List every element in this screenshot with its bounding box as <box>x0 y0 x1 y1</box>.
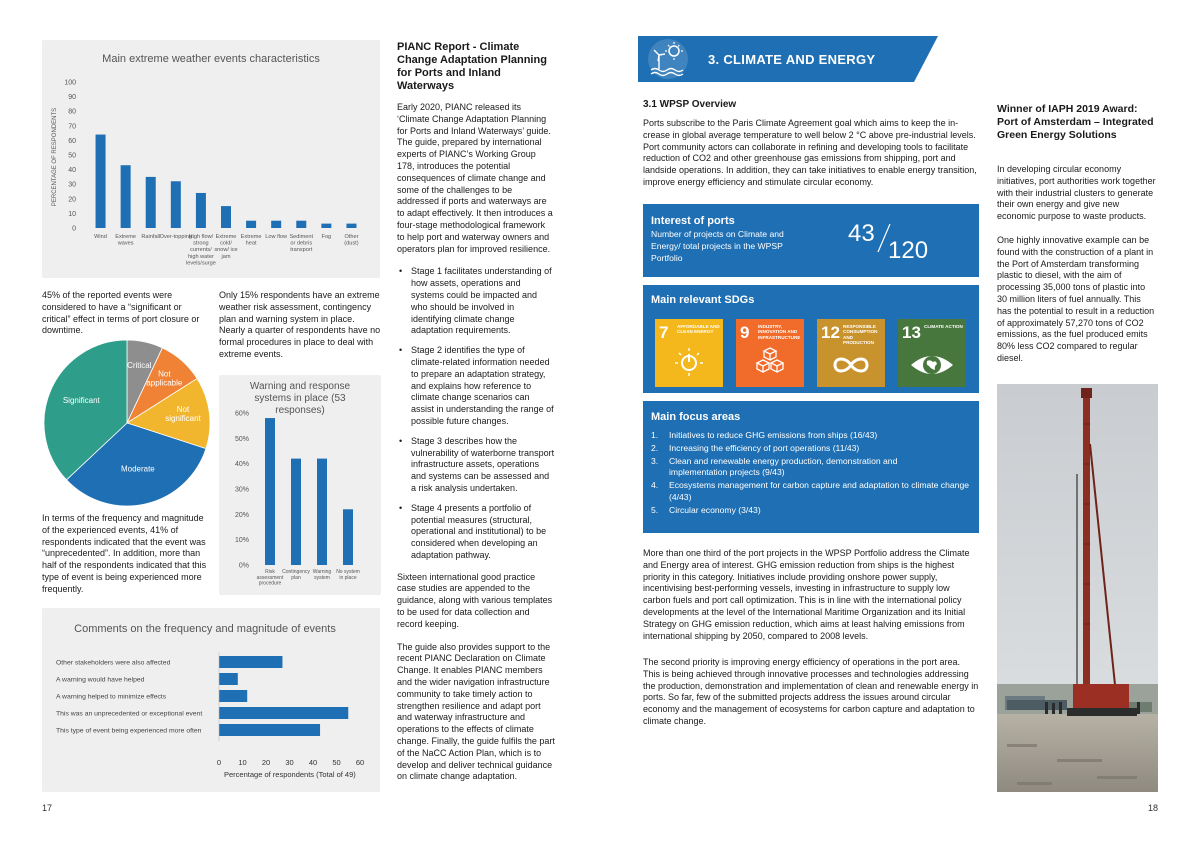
x-tick-label: 50 <box>332 758 341 767</box>
bar <box>219 656 282 668</box>
y-tick-label: A warning helped to minimize effects <box>56 693 167 701</box>
x-tick-label: Extreme waves <box>115 234 137 247</box>
y-tick-label: This was an unprecedented or exceptional event <box>56 710 203 718</box>
bar <box>219 724 320 736</box>
x-tick-label: Rainfall <box>141 234 161 240</box>
bar <box>221 206 231 228</box>
sdg-label: AFFORDABLE AND CLEAN ENERGY <box>677 324 720 335</box>
bar <box>291 459 301 565</box>
page-number-left: 17 <box>42 803 53 813</box>
y-tick-label: 0% <box>238 562 249 570</box>
warning-systems-chart <box>219 375 381 595</box>
item-text: Circular economy (3/43) <box>669 504 761 515</box>
list-item <box>651 480 969 504</box>
list-item <box>651 505 969 517</box>
pianc-title: PIANC Report - Climate Change Adaptation Planning for Ports and Inland Waterways <box>397 41 547 92</box>
y-tick-label: 10 <box>68 210 76 218</box>
y-tick-label: 50% <box>234 435 249 443</box>
bar <box>146 177 156 228</box>
pianc-intro: Early 2020, PIANC released its ‘Climate Change Adaptation Planning for Ports and Inland Waterways’ guide. The guide, prepared by international experts of PIANC’s Working Group 178, introduces the potential consequences of climate change and some of the challenges to be addressed if ports and waterways are to adapt effectively. It then introduces a four-stage methodological framework to help port and waterway owners and operators plan for improved resilience. <box>397 102 553 254</box>
y-tick-label: 90 <box>68 94 76 102</box>
y-tick-label: 20% <box>234 511 249 519</box>
x-tick-label: Warning system <box>312 569 332 581</box>
bar <box>343 509 353 565</box>
y-tick-label: 100 <box>64 79 76 87</box>
frequency-summary-text: In terms of the frequency and magnitude of the experienced events, 41% of respondents indicated that the event was “unprecedented”. In addition, more than half of the respondents indicated that this type of event is being experienced more frequently. <box>42 513 207 594</box>
page-number-right: 18 <box>1148 803 1159 813</box>
interest-panel <box>643 204 979 277</box>
item-text: Ecosystems management for carbon capture and adaptation to climate change (4/43) <box>669 480 970 502</box>
sdg-label: INDUSTRY, INNOVATION AND INFRASTRUCTURE <box>758 324 801 340</box>
chart-plot <box>42 40 380 278</box>
pianc-column <box>397 41 555 794</box>
power-sun-icon <box>674 347 704 377</box>
sdg-label: CLIMATE ACTION <box>924 324 963 329</box>
comments-chart <box>42 608 380 792</box>
x-tick-label: Sediment or debris transport <box>289 234 314 254</box>
interest-denominator: 120 <box>888 237 929 264</box>
interest-desc: Number of projects on Climate and Energy/ total projects in the WPSP Portfolio <box>651 229 784 263</box>
bar <box>296 221 306 228</box>
y-tick-label: 70 <box>68 123 76 131</box>
climate-para-1: More than one third of the port projects in the WPSP Portfolio address the Climate and Energy area of interest. GHG emission reduction from ships is the highest priority in this category. Initiatives include providing onshore power supply, incentivising best-performing vessels, investing in infrastructure to supply low carbon fuels and port call optimization. This is in line with the international policy developments at the level of the International Maritime Organization and its Initial Strategy on GHG emission reduction, which aims at least halving emissions from international shipping by 2050, compared to 2008 levels. <box>643 548 970 641</box>
bar <box>171 181 181 228</box>
item-text: Increasing the efficiency of port operations (11/43) <box>669 442 860 453</box>
chart-plot <box>219 375 381 595</box>
x-tick-label: 30 <box>285 758 294 767</box>
interest-title: Interest of ports <box>651 215 735 227</box>
y-axis-label: PERCENTAGE OF RESPONDENTS <box>52 107 58 207</box>
stages-list <box>397 266 555 561</box>
pianc-para-2: Sixteen international good practice case studies are appended to the guidance, along with various templates to be used for data collection and record keeping. <box>397 571 553 629</box>
x-tick-label: No system in place <box>336 569 360 581</box>
x-tick-label: 40 <box>308 758 318 767</box>
pie-label: Significant <box>62 396 100 406</box>
sdg-number: 7 <box>659 323 669 342</box>
y-tick-label: 10% <box>234 537 249 545</box>
climate-icon <box>648 39 688 79</box>
pie-label: Not significant <box>165 404 201 423</box>
focus-panel <box>643 401 979 533</box>
item-text: Clean and renewable energy production, demonstration and implementation projects (9/43) <box>669 455 898 478</box>
interest-numerator: 43 <box>848 220 875 247</box>
focus-title: Main focus areas <box>651 411 741 423</box>
y-tick-label: 40% <box>234 461 249 469</box>
item-number: 5. <box>651 504 659 515</box>
y-tick-label: 50 <box>68 152 76 160</box>
bar <box>219 690 247 702</box>
item-number: 2. <box>651 442 659 453</box>
winner-para-2: One highly innovative example can be found with the construction of a plant in the Port of Amsterdam transforming plastic to diesel, with the aim of processing 35,000 tons of plastic into 30 million liters of fuel annually. This has the potential to result in a reduction of approximately 57,270 tons of CO2 emissions, as the fuel produced emits 80% less CO2 compared to regular diesel. <box>997 235 1155 363</box>
sdg-13-tile <box>898 319 966 387</box>
list-item <box>651 430 969 442</box>
bar <box>271 221 281 228</box>
section-title: 3.1 WPSP Overview <box>643 99 737 110</box>
winner-para-1: In developing circular economy initiatives, port authorities work together with their industrial clusters to generate their own energy and give new economic purpose to waste products. <box>997 164 1156 222</box>
bar <box>219 707 348 719</box>
x-tick-label: High flow/ strong currents/ high water levels/surge <box>185 234 216 267</box>
bar <box>219 673 238 685</box>
item-number: 1. <box>651 430 659 440</box>
sdg-title: Main relevant SDGs <box>651 294 755 306</box>
x-tick-label: 60 <box>355 758 365 767</box>
y-tick-label: 60% <box>234 410 249 418</box>
banner-title: 3. CLIMATE AND ENERGY <box>708 52 876 67</box>
bar <box>96 135 106 228</box>
x-tick-label: Extreme cold/ snow/ ice jam <box>214 234 238 260</box>
pie-label: Not applicable <box>146 369 183 388</box>
item-number: 3. <box>651 455 659 466</box>
y-tick-label: 30% <box>234 486 249 494</box>
sdg-12-tile <box>817 319 885 387</box>
x-tick-label: Over-topping <box>159 234 192 240</box>
list-item: • Stage 2 identifies the type of climate-related information needed to prepare an adaptation strategy, and explains how reference to climate change scenarios can assist in understanding the range of possible future changes. <box>397 345 555 428</box>
infinity-icon <box>830 353 872 377</box>
y-tick-label: 80 <box>68 108 76 116</box>
x-tick-label: Other (dust) <box>344 234 359 247</box>
bar <box>246 221 256 228</box>
list-item <box>651 456 969 480</box>
pianc-para-3: The guide also provides support to the recent PIANC Declaration on Climate Change. It enables PIANC members and the wider navigation infrastructure community to take timely action to strengthen resilience and adapt port and waterway infrastructure and operations to the effects of climate change. Finally, the guide fulfils the part of the NaCC Action Plan, which is to develop and deliver technical guidance on climate change adaptation. <box>397 641 555 782</box>
list-item: • Stage 3 describes how the vulnerability of waterborne transport infrastructure assets, operations and systems can be assessed and a risk analysis undertaken. <box>397 436 555 495</box>
sdg-number: 12 <box>821 323 840 342</box>
item-number: 4. <box>651 480 659 491</box>
preparedness-summary-text: Only 15% respondents have an extreme weather risk assessment, contingency plan and warning system in place. Nearly a quarter of respondents have no formal procedures in place to deal with extreme events. <box>219 290 381 359</box>
item-text: Initiatives to reduce GHG emissions from ships (16/43) <box>669 430 878 440</box>
x-tick-label: Low flow <box>265 234 288 240</box>
bar <box>121 165 131 228</box>
list-item: • Stage 4 presents a portfolio of potential measures (structural, operational and institutional) to be considered when developing an adaptation pathway. <box>397 503 555 562</box>
bar <box>346 224 356 228</box>
y-tick-label: This type of event being experienced more often <box>56 727 202 735</box>
y-tick-label: 20 <box>68 196 76 204</box>
x-tick-label: Contingency plan <box>282 569 310 581</box>
bar <box>196 193 206 228</box>
eye-globe-icon <box>909 349 955 381</box>
bar <box>265 418 275 565</box>
pie-label: Critical <box>127 360 152 370</box>
chart-plot <box>42 608 380 792</box>
list-item <box>651 443 969 455</box>
extreme-weather-chart <box>42 40 380 278</box>
x-tick-label: 0 <box>216 758 222 767</box>
list-item: • Stage 1 facilitates understanding of how assets, operations and systems could be impacted and who should be involved in identifying climate change adaptation requirements. <box>397 266 555 337</box>
y-tick-label: Other stakeholders were also affected <box>56 659 171 667</box>
cubes-icon <box>753 345 787 379</box>
port-construction-photo <box>997 384 1158 792</box>
x-tick-label: Extreme heat <box>240 234 262 247</box>
climate-para-2: The second priority is improving energy efficiency of operations in the port area. This is being achieved through innovative processes and technologies addressing the production, demonstration and implementation of clean and renewable energy in ports. So far, few of the submitted projects address the issues around circular economy and the management of ecosystems for carbon capture and adaptation to climate change. <box>643 657 979 726</box>
bar <box>317 459 327 565</box>
closure-summary-text: 45% of the reported events were considered to have a “significant or critical” effect in terms of port closure or downtime. <box>42 290 200 336</box>
x-tick-label: 20 <box>261 758 271 767</box>
sdg-panel <box>643 285 979 393</box>
y-tick-label: A warning would have helped <box>56 676 145 684</box>
y-tick-label: 60 <box>68 137 76 145</box>
x-tick-label: Wind <box>94 234 107 240</box>
pie-plot <box>38 338 216 508</box>
chart-title: Main extreme weather events characteristics <box>102 53 320 65</box>
x-tick-label: Fog <box>321 234 332 240</box>
x-tick-label: 10 <box>238 758 247 767</box>
impact-pie-chart <box>38 338 216 508</box>
sdg-9-tile <box>736 319 804 387</box>
sdg-number: 9 <box>740 323 750 342</box>
sdg-label: RESPONSIBLE CONSUMPTION AND PRODUCTION <box>843 324 878 346</box>
y-tick-label: 30 <box>68 181 76 189</box>
focus-list <box>651 430 969 518</box>
pie-label: Moderate <box>120 464 155 474</box>
chart-title: Comments on the frequency and magnitude of events <box>74 623 336 635</box>
x-tick-label: Risk assessment procedure <box>256 569 284 587</box>
sdg-number: 13 <box>902 323 921 342</box>
section-banner <box>638 36 938 82</box>
sdg-7-tile <box>655 319 723 387</box>
y-tick-label: 40 <box>68 167 76 175</box>
y-tick-label: 0 <box>72 225 76 233</box>
overview-text: Ports subscribe to the Paris Climate Agreement goal which aims to keep the in-crease in global average temperature to well below 2 °C above pre-industrial levels. Port community actors can collaborate in refining and developing tools to facilitate reduction of CO2 and other greenhouse gas emissions from shipping, port and landside operations. In addition, they can take initiatives to enable energy transition, improve energy efficiency and stimulate circular economy. <box>643 118 977 187</box>
x-axis-label: Percentage of respondents (Total of 49) <box>224 770 356 779</box>
bar <box>321 224 331 228</box>
winner-title: Winner of IAPH 2019 Award: Port of Amsterdam – Integrated Green Energy Solutions <box>997 103 1154 141</box>
chart-title: Warning and response systems in place (53 responses) <box>249 381 351 416</box>
